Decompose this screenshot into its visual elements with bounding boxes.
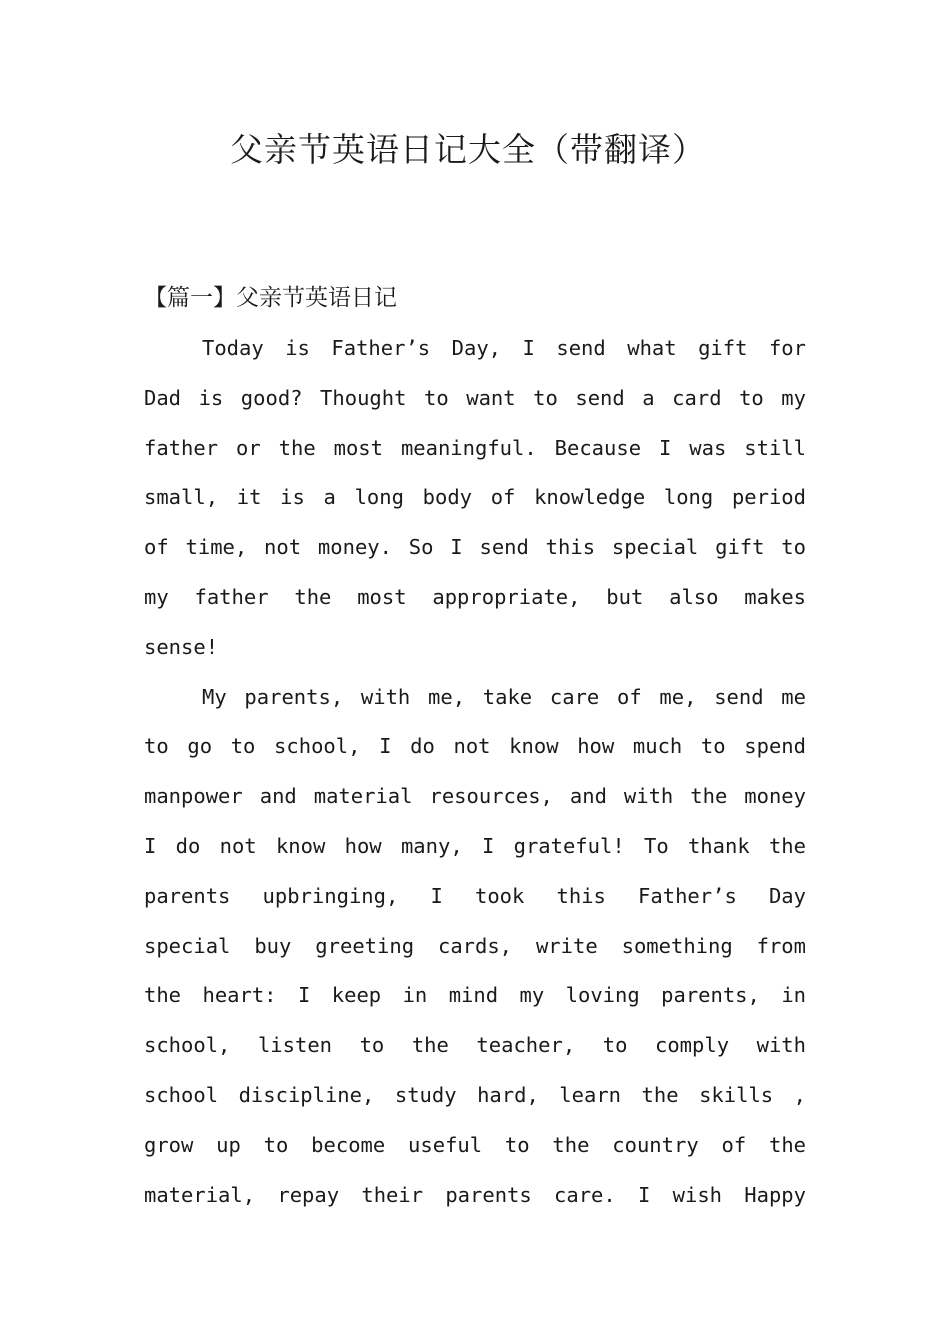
text-line: parents upbringing, I took this Father’s Day <box>144 883 806 908</box>
text-line: to go to school, I do not know how much to spend <box>144 734 806 759</box>
text-line: father or the most meaningful. Because I was still <box>144 435 806 460</box>
text-line: special buy greeting cards, write something from <box>144 933 806 958</box>
text-line: of time, not money. So I send this special gift to <box>144 535 806 560</box>
text-line: my father the most appropriate, but also makes <box>144 584 806 609</box>
text-line: sense! <box>144 634 219 659</box>
text-line: small, it is a long body of knowledge long period <box>144 485 806 510</box>
text-line: Today is Father’s Day, I send what gift for <box>202 336 806 360</box>
text-line: school discipline, study hard, learn the skills , <box>144 1082 806 1107</box>
body-text <box>144 324 806 1220</box>
text-line: My parents, with me, take care of me, send me <box>202 684 806 709</box>
text-line: grow up to become useful to the country of the <box>144 1132 806 1157</box>
text-line: school, listen to the teacher, to comply with <box>144 1033 806 1058</box>
document-title: 父亲节英语日记大全（带翻译） <box>230 130 706 169</box>
section-heading: 【篇一】父亲节英语日记 <box>144 285 397 311</box>
text-line: material, repay their parents care. I wish Happy <box>144 1182 806 1207</box>
text-line: Dad is good? Thought to want to send a card to my <box>144 385 806 410</box>
text-line: the heart: I keep in mind my loving parents, in <box>144 983 806 1008</box>
text-line: manpower and material resources, and with the money <box>144 784 806 809</box>
text-line: I do not know how many, I grateful! To thank the <box>144 833 806 858</box>
